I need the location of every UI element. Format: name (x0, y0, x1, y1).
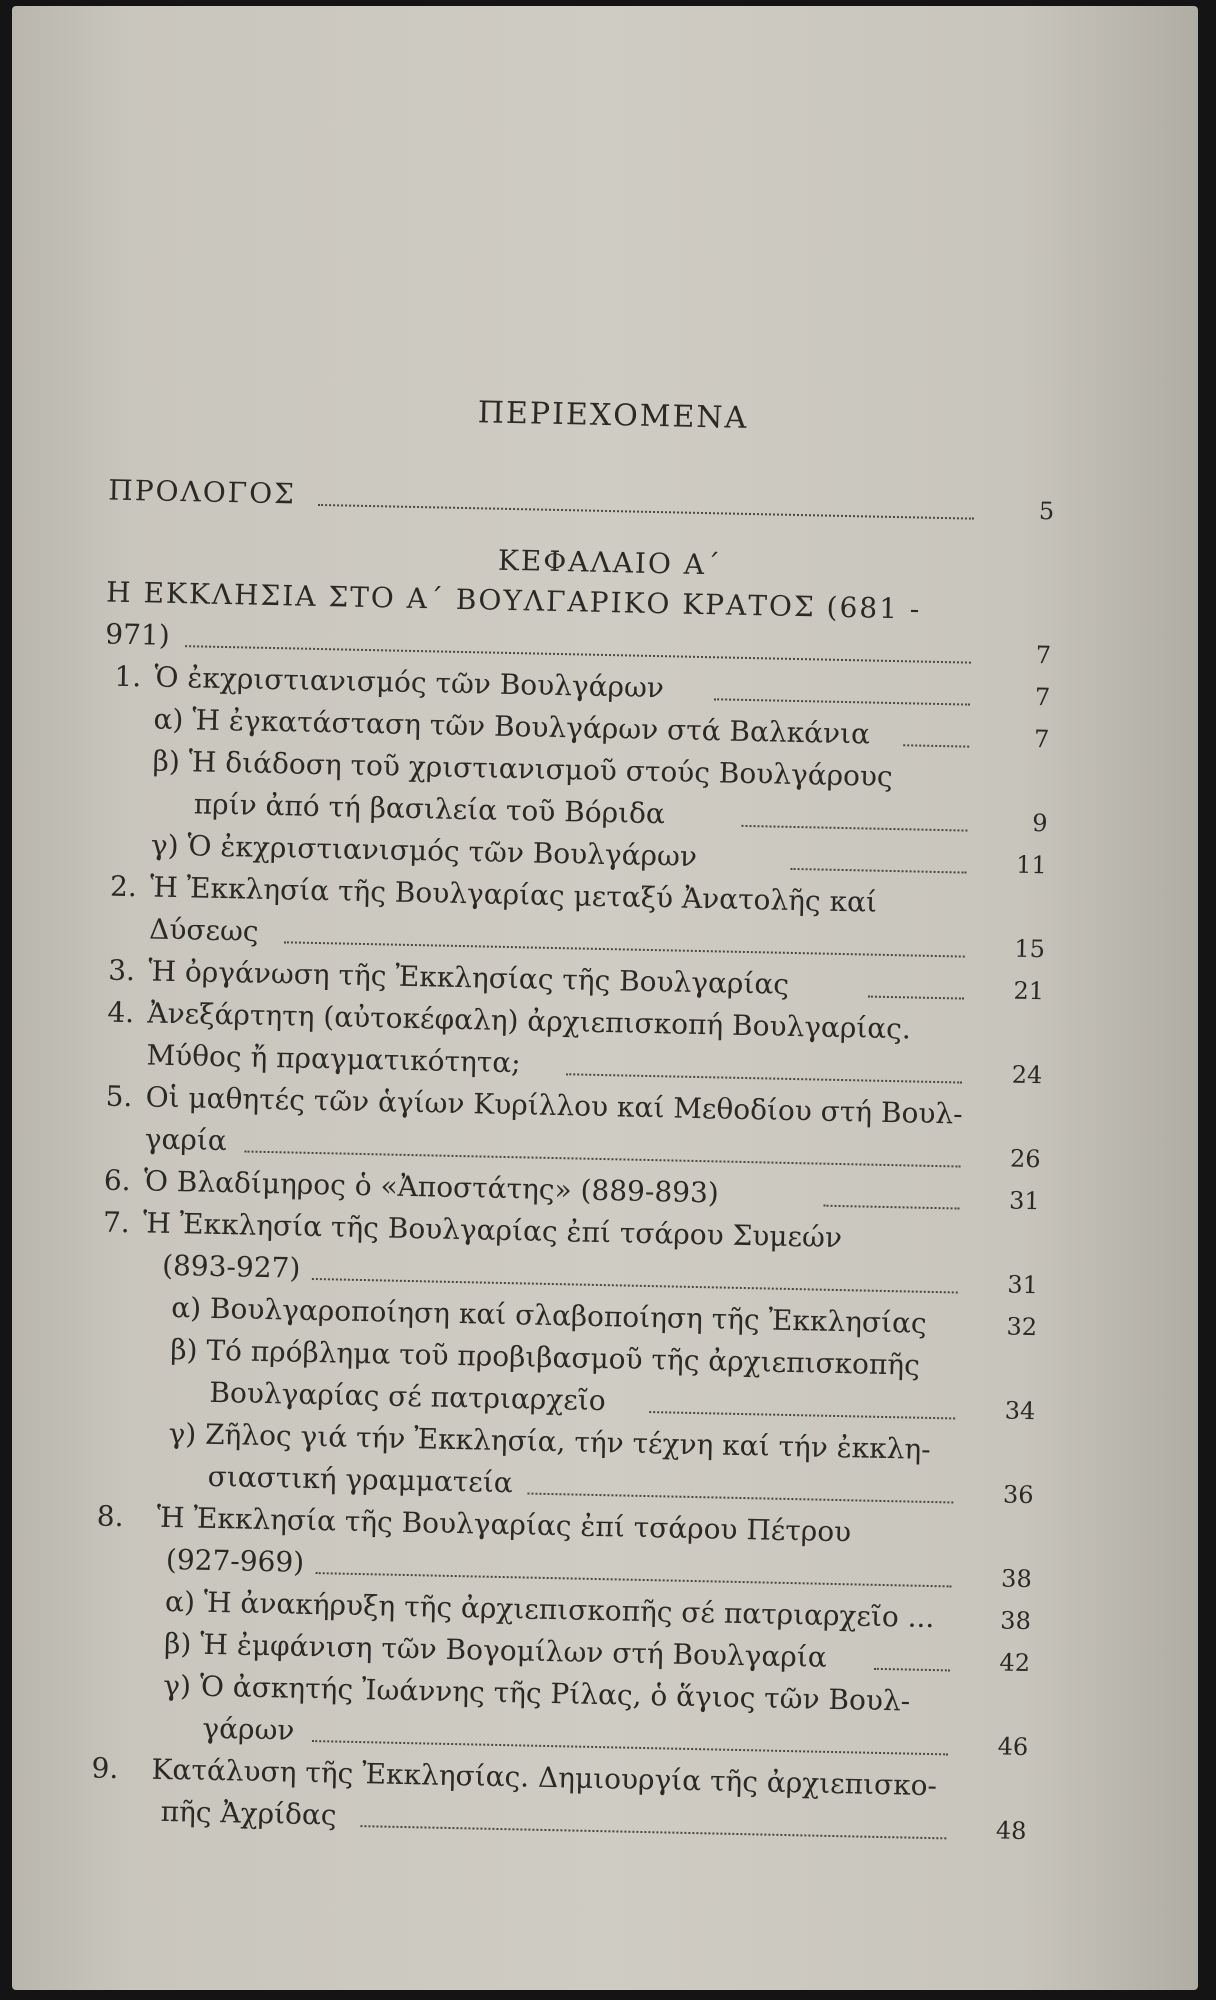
entry-text: Ἡ Ἐκκλησία τῆς Βουλγαρίας ἐπί τσάρου Συμεών (142, 1206, 843, 1255)
entry-text: γ) Ὁ ἐκχριστιανισμός τῶν Βουλγάρων (150, 828, 698, 873)
entry-text: πρίν ἀπό τή βασιλεία τοῦ Βόριδα (193, 787, 666, 831)
leader-dots (284, 941, 965, 957)
leader-dots (868, 996, 964, 1000)
page-number: 32 (1006, 1312, 1038, 1342)
entry-text: Δύσεως (148, 912, 259, 948)
leader-dots (649, 1411, 955, 1419)
leader-dots (824, 1205, 960, 1210)
entry-number: 3. (107, 953, 136, 988)
entry-text: Ὁ Βλαδίμηρος ὁ «Ἀποστάτης» (889-893) (143, 1164, 720, 1210)
leader-dots (903, 744, 969, 747)
entry-text: β) Ἡ διάδοση τοῦ χριστιανισμοῦ στούς Βουλγάρους (152, 744, 894, 794)
entry-text: Οἱ μαθητές τῶν ἁγίων Κυρίλλου καί Μεθοδίου στή Βουλ- (145, 1080, 963, 1131)
entry-text: γ) Ζῆλος γιά τήν Ἐκκλησία, τήν τέχνη καί τήν ἐκκλη- (168, 1417, 932, 1466)
page-number: 15 (1014, 934, 1046, 964)
entry-text: Ὁ ἐκχριστιανισμός τῶν Βουλγάρων (154, 660, 665, 705)
entry-text: (927-969) (165, 1542, 305, 1579)
page-number: 38 (1000, 1564, 1033, 1594)
entry-text: Ἀνεξάρτητη (αὐτοκέφαλη) ἀρχιεπισκοπή Βουλγαρίας. (147, 996, 912, 1046)
page-number: 42 (999, 1648, 1031, 1678)
entry-text: Βουλγαρίας σέ πατριαρχεῖο (209, 1375, 606, 1418)
page-number: 36 (1002, 1480, 1034, 1510)
leader-dots (185, 645, 971, 663)
leader-dots (527, 1493, 953, 1504)
entry-text: Ἡ ὀργάνωση τῆς Ἐκκλησίας τῆς Βουλγαρίας (147, 954, 790, 1001)
contents-title: ΠΕΡΙΕΧΟΜΕΝΑ (477, 395, 749, 436)
leader-dots (714, 698, 970, 705)
entry-text: β) Τό πρόβλημα τοῦ προβιβασμοῦ τῆς ἀρχιεπισκοπῆς (170, 1333, 921, 1382)
entry-number: 8. (96, 1499, 124, 1534)
page-number: 38 (1000, 1606, 1032, 1636)
entry-text: γ) Ὁ ἀσκητής Ἰωάννης τῆς Ρίλας, ὁ ἅγιος τῶν Βουλ- (163, 1668, 911, 1718)
page-number: 48 (995, 1816, 1027, 1846)
chapter-title-cont: 971) (105, 617, 171, 652)
entry-text: Κατάλυση τῆς Ἐκκλησίας. Δημιουργία τῆς ἀρχιεπισκο- (151, 1752, 938, 1803)
entry-text: (893-927) (161, 1248, 301, 1285)
entry-text: α) Βουλγαροποίηση καί σλαβοποίηση τῆς Ἐκκλησίας (170, 1291, 927, 1340)
leader-dots (312, 1740, 948, 1755)
page-number: 9 (1032, 808, 1048, 838)
leader-dots (874, 1668, 950, 1672)
entry-number: 7. (102, 1205, 131, 1240)
prologue-line (18, 472, 1198, 537)
page-number: 24 (1011, 1060, 1043, 1090)
prologue-label: ΠΡΟΛΟΓΟΣ (108, 473, 297, 511)
leader-dots (318, 504, 974, 520)
page-number: 5 (1038, 497, 1055, 526)
leader-dots (245, 1151, 961, 1168)
page-number: 7 (1033, 724, 1050, 754)
entry-text: β) Ἡ ἐμφάνιση τῶν Βογομίλων στή Βουλγαρία (163, 1626, 828, 1674)
entry-number: 6. (103, 1163, 131, 1198)
leader-dots (741, 825, 967, 832)
page-number: 11 (1015, 850, 1048, 880)
entry-number: 5. (105, 1079, 133, 1114)
entry-text: πῆς Ἀχρίδας (160, 1794, 337, 1832)
entry-text: Μύθος ἤ πραγματικότητα; (146, 1038, 522, 1080)
chapter-title: Η ΕΚΚΛΗΣΙΑ ΣΤΟ Α΄ ΒΟΥΛΓΑΡΙΚΟ ΚΡΑΤΟΣ (681 - (105, 575, 922, 626)
leader-dots (360, 1825, 946, 1839)
page-content (12, 6, 1198, 1990)
entry-number: 1. (114, 659, 142, 694)
page-number: 21 (1013, 976, 1045, 1006)
entry-text: Ἡ Ἐκκλησία τῆς Βουλγαρίας ἐπί τσάρου Πέτρου (156, 1500, 852, 1549)
entry-text: α) Ἡ ἐγκατάσταση τῶν Βουλγάρων στά Βαλκάνια (153, 702, 871, 751)
page-number: 46 (997, 1732, 1029, 1762)
entry-text: α) Ἡ ἀνακήρυξη τῆς ἀρχιεπισκοπῆς σέ πατριαρχεῖο ... (164, 1584, 935, 1635)
page-number: 26 (1009, 1144, 1041, 1174)
page-number: 31 (1008, 1186, 1040, 1216)
leader-dots (791, 868, 967, 874)
leader-dots (312, 1278, 958, 1294)
entry-number: 4. (107, 995, 135, 1030)
page-number: 34 (1004, 1396, 1036, 1426)
book-page (12, 6, 1198, 1990)
leader-dots (316, 1572, 952, 1587)
page-number: 7 (1035, 640, 1052, 670)
page-number: 31 (1007, 1270, 1039, 1300)
page-number: 7 (1034, 682, 1051, 712)
entry-text: σιαστική γραμματεία (207, 1459, 514, 1500)
leader-dots (566, 1073, 962, 1083)
chapter-label: ΚΕΦΑΛΑΙΟ Α΄ (497, 543, 723, 582)
entry-text: Ἡ Ἐκκλησία τῆς Βουλγαρίας μεταξύ Ἀνατολῆς καί (149, 870, 878, 919)
entry-number: 9. (91, 1751, 119, 1786)
entry-text: γαρία (144, 1122, 228, 1158)
entry-number: 2. (109, 869, 138, 904)
entry-text: γάρων (202, 1711, 295, 1747)
